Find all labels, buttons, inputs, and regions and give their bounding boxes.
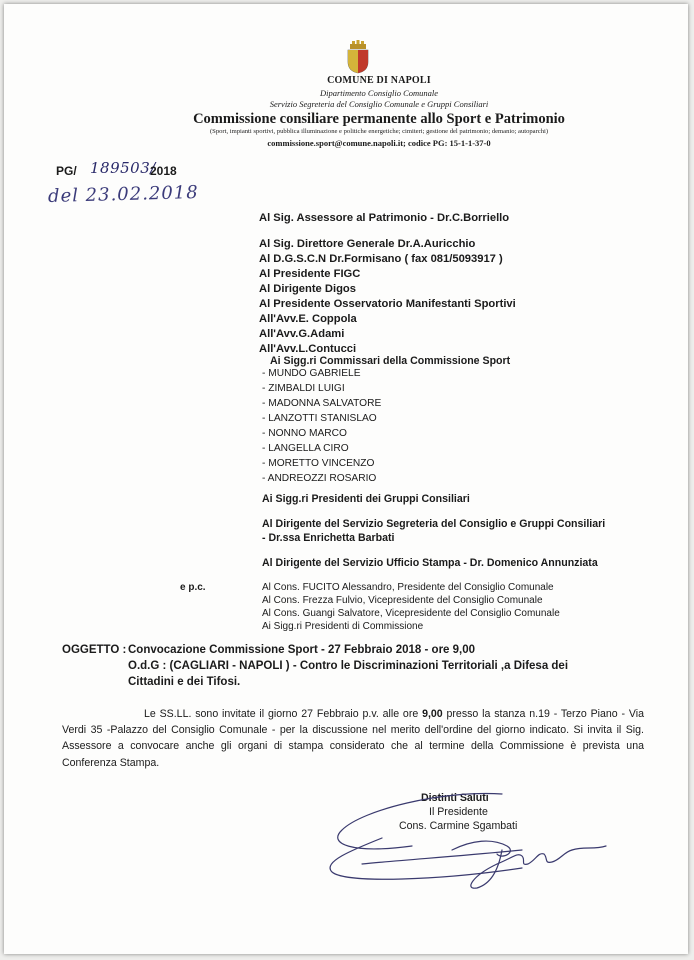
recipient-item: Al D.G.S.C.N Dr.Formisano ( fax 081/5093917 ) [259,253,503,265]
recipient-dirigente-stampa: Al Dirigente del Servizio Ufficio Stampa - Dr. Domenico Annunziata [262,557,598,569]
header-competenze: (Sport, impianti sportivi, pubblica illuminazione e politiche energetiche; cimiteri; gestione del patrimonio; demanio; autoparchi) [209,128,549,135]
header-servizio: Servizio Segreteria del Consiglio Comunale e Gruppi Consiliari [269,99,489,109]
closing-ruolo: Il Presidente [429,806,488,818]
commissario-item: - ZIMBALDI LUIGI [262,383,345,394]
letter-page [4,4,688,954]
protocol-number: 189503/ [90,159,156,177]
recipient-item: All'Avv.L.Contucci [259,343,357,355]
comune-crest-logo [344,40,372,74]
cc-line: Al Cons. Frezza Fulvio, Vicepresidente del Consiglio Comunale [262,595,543,606]
recipient-item: All'Avv.E. Coppola [259,313,357,325]
commissario-item: - MUNDO GABRIELE [262,368,361,379]
oggetto-line3: Cittadini e dei Tifosi. [128,676,241,688]
handwritten-signature [322,780,622,900]
protocol-date: del 23.02.2018 [47,182,199,207]
protocol-label: PG/ [56,164,77,178]
body-ore: 9,00 [422,708,443,720]
oggetto-label: OGGETTO : [62,644,127,656]
body-part2: presso la stanza n.19 - Terzo Piano - Via Verdi 35 -Palazzo del Consiglio Comunale - per la discussione nel merito dell'ordine del giorno indicato. Si invita il Sig. Assessore a convocare anche gli organi di stampa considerato che al termine della Commissione è prevista una Conferenza Stampa. [62,708,644,769]
recipient-item: Al Dirigente Digos [259,283,356,295]
cc-label: e p.c. [180,582,206,593]
body-part1: Le SS.LL. sono invitate il giorno 27 Febbraio p.v. alle ore [144,708,423,720]
oggetto-line2: O.d.G : (CAGLIARI - NAPOLI ) - Contro le Discriminazioni Territoriali ,a Difesa dei [128,660,569,672]
header-comune: COMUNE DI NAPOLI [327,75,431,86]
recipient-item: All'Avv.G.Adami [259,328,345,340]
commissario-item: - LANZOTTI STANISLAO [262,413,377,424]
recipient-assessore: Al Sig. Assessore al Patrimonio - Dr.C.Borriello [259,212,510,224]
recipient-item: Al Sig. Direttore Generale Dr.A.Auricchio [259,238,476,250]
commissari-heading: Ai Sigg.ri Commissari della Commissione Sport [270,355,511,367]
recipient-dirigente-segreteria-nome: - Dr.ssa Enrichetta Barbati [262,532,395,544]
body-paragraph [62,706,644,771]
cc-line: Ai Sigg.ri Presidenti di Commissione [262,621,424,632]
commissario-item: - MADONNA SALVATORE [262,398,382,409]
header-commissione: Commissione consiliare permanente allo Sport e Patrimonio [193,111,565,127]
header-contatti: commissione.sport@comune.napoli.it; codice PG: 15-1-1-37-0 [267,138,491,148]
recipient-item: Al Presidente Osservatorio Manifestanti Sportivi [259,298,516,310]
commissario-item: - LANGELLA CIRO [262,443,349,454]
closing-saluti: Distinti Saluti [421,792,489,804]
cc-line: Al Cons. FUCITO Alessandro, Presidente del Consiglio Comunale [262,582,554,593]
recipient-item: Al Presidente FIGC [259,268,361,280]
commissario-item: - NONNO MARCO [262,428,347,439]
commissario-item: - ANDREOZZI ROSARIO [262,473,377,484]
commissario-item: - MORETTO VINCENZO [262,458,375,469]
recipient-dirigente-segreteria: Al Dirigente del Servizio Segreteria del Consiglio e Gruppi Consiliari [262,518,606,530]
oggetto-line1: Convocazione Commissione Sport - 27 Febbraio 2018 - ore 9,00 [128,644,476,656]
closing-nome: Cons. Carmine Sgambati [399,820,518,832]
recipient-presidenti-gruppi: Ai Sigg.ri Presidenti dei Gruppi Consiliari [262,493,470,505]
cc-line: Al Cons. Guangi Salvatore, Vicepresidente del Consiglio Comunale [262,608,560,619]
protocol-year: 2018 [150,164,177,178]
header-dipartimento: Dipartimento Consiglio Comunale [319,88,439,98]
